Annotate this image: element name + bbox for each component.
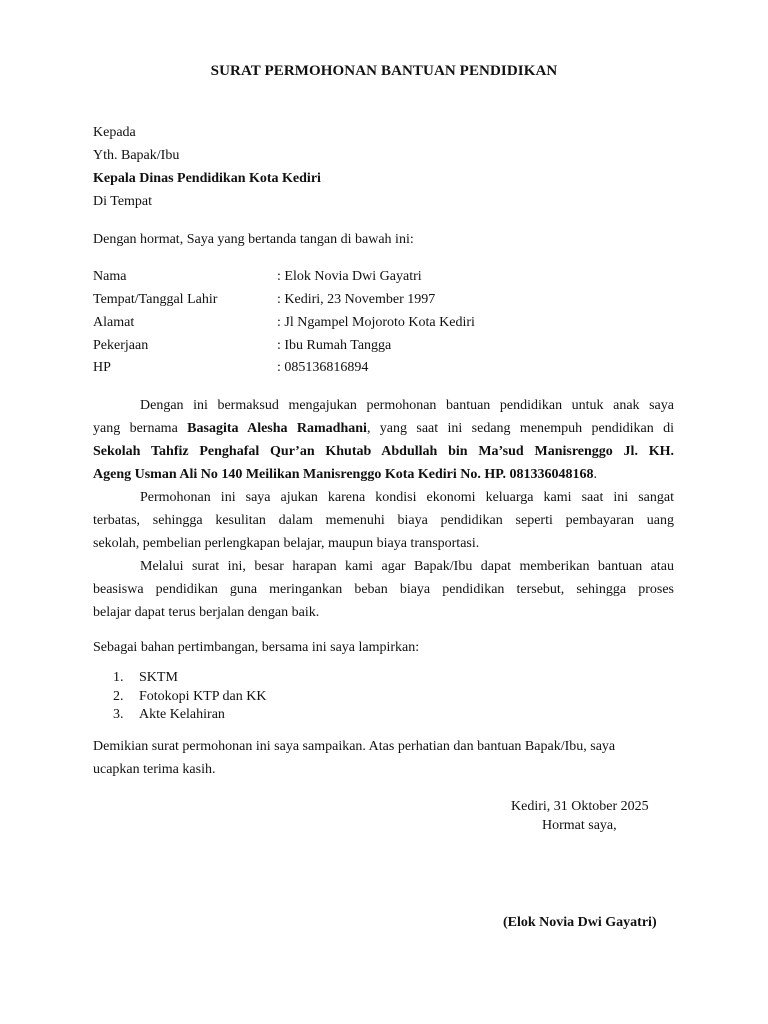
list-number: 3. — [113, 707, 124, 722]
paragraph-line — [93, 394, 674, 417]
list-text: Fotokopi KTP dan KK — [139, 688, 267, 704]
field-value-address: : Jl Ngampel Mojoroto Kota Kediri — [277, 315, 475, 330]
paragraph-reason — [93, 486, 674, 555]
paragraph-request — [93, 394, 674, 486]
attachments-list — [113, 670, 266, 726]
paragraph-line — [93, 486, 674, 509]
list-item — [113, 689, 266, 708]
list-text: Akte Kelahiran — [139, 707, 225, 722]
paragraph-text: beasiswa pendidikan guna meringankan beban biaya pendidikan tersebut, sehingga proses — [93, 582, 674, 597]
list-number: 2. — [113, 688, 124, 704]
paragraph-line — [93, 555, 674, 578]
place-date: Kediri, 31 Oktober 2025 — [511, 799, 649, 814]
attachments-intro: Sebagai bahan pertimbangan, bersama ini saya lampirkan: — [93, 640, 420, 655]
field-value-birth: : Kediri, 23 November 1997 — [277, 292, 436, 307]
field-label-phone: HP — [93, 360, 111, 375]
closing-line-1: Demikian surat permohonan ini saya sampaikan. Atas perhatian dan bantuan Bapak/Ibu, saya — [93, 739, 616, 754]
paragraph-text: yang bernama — [93, 421, 188, 436]
paragraph-text: Melalui surat ini, besar harapan kami agar Bapak/Ibu dapat memberikan bantuan atau — [140, 559, 674, 574]
letter-title: SURAT PERMOHONAN BANTUAN PENDIDIKAN — [210, 63, 558, 79]
paragraph-text: sekolah, pembelian perlengkapan belajar, maupun biaya transportasi. — [93, 536, 480, 551]
field-label-birth: Tempat/Tanggal Lahir — [93, 292, 218, 307]
field-label-name: Nama — [93, 269, 127, 284]
school-name-line: Sekolah Tahfiz Penghafal Qur’an Khutab Abdullah bin Ma’sud Manisrenggo Jl. KH. — [93, 444, 674, 459]
paragraph-text: . — [593, 467, 598, 482]
closing-line-2: ucapkan terima kasih. — [93, 762, 216, 777]
field-value-occupation: : Ibu Rumah Tangga — [277, 338, 392, 353]
paragraph-hope — [93, 555, 674, 624]
field-label-occupation: Pekerjaan — [93, 338, 149, 353]
paragraph-text: belajar dapat terus berjalan dengan baik. — [93, 605, 320, 620]
paragraph-text: Dengan ini bermaksud mengajukan permohonan bantuan pendidikan untuk anak saya — [140, 398, 674, 413]
child-name: Basagita Alesha Ramadhani — [187, 421, 367, 436]
recipient-line-4: Di Tempat — [93, 194, 153, 209]
recipient-line-1: Kepada — [93, 125, 136, 140]
paragraph-line — [93, 417, 674, 440]
signature-name: (Elok Novia Dwi Gayatri) — [503, 915, 657, 930]
greeting-text: Dengan hormat, Saya yang bertanda tangan di bawah ini: — [93, 232, 414, 247]
paragraph-text: terbatas, sehingga kesulitan dalam memenuhi biaya pendidikan seperti pembayaran uang — [93, 513, 674, 528]
list-item — [113, 670, 266, 689]
list-number: 1. — [113, 670, 124, 685]
regards-text: Hormat saya, — [542, 818, 617, 833]
school-address: Ageng Usman Ali No 140 Meilikan Manisrenggo Kota Kediri No. HP. 081336048168 — [93, 467, 594, 482]
list-text: SKTM — [139, 670, 178, 685]
paragraph-line — [93, 463, 674, 486]
field-label-address: Alamat — [93, 315, 135, 330]
paragraph-text: , yang saat ini sedang menempuh pendidikan di — [366, 421, 674, 436]
recipient-line-2: Yth. Bapak/Ibu — [93, 148, 180, 163]
recipient-office: Kepala Dinas Pendidikan Kota Kediri — [93, 171, 321, 186]
field-value-phone: : 085136816894 — [277, 360, 369, 375]
paragraph-text: Permohonan ini saya ajukan karena kondisi ekonomi keluarga kami saat ini sangat — [140, 490, 674, 505]
list-item — [113, 707, 266, 726]
field-value-name: : Elok Novia Dwi Gayatri — [277, 269, 422, 284]
